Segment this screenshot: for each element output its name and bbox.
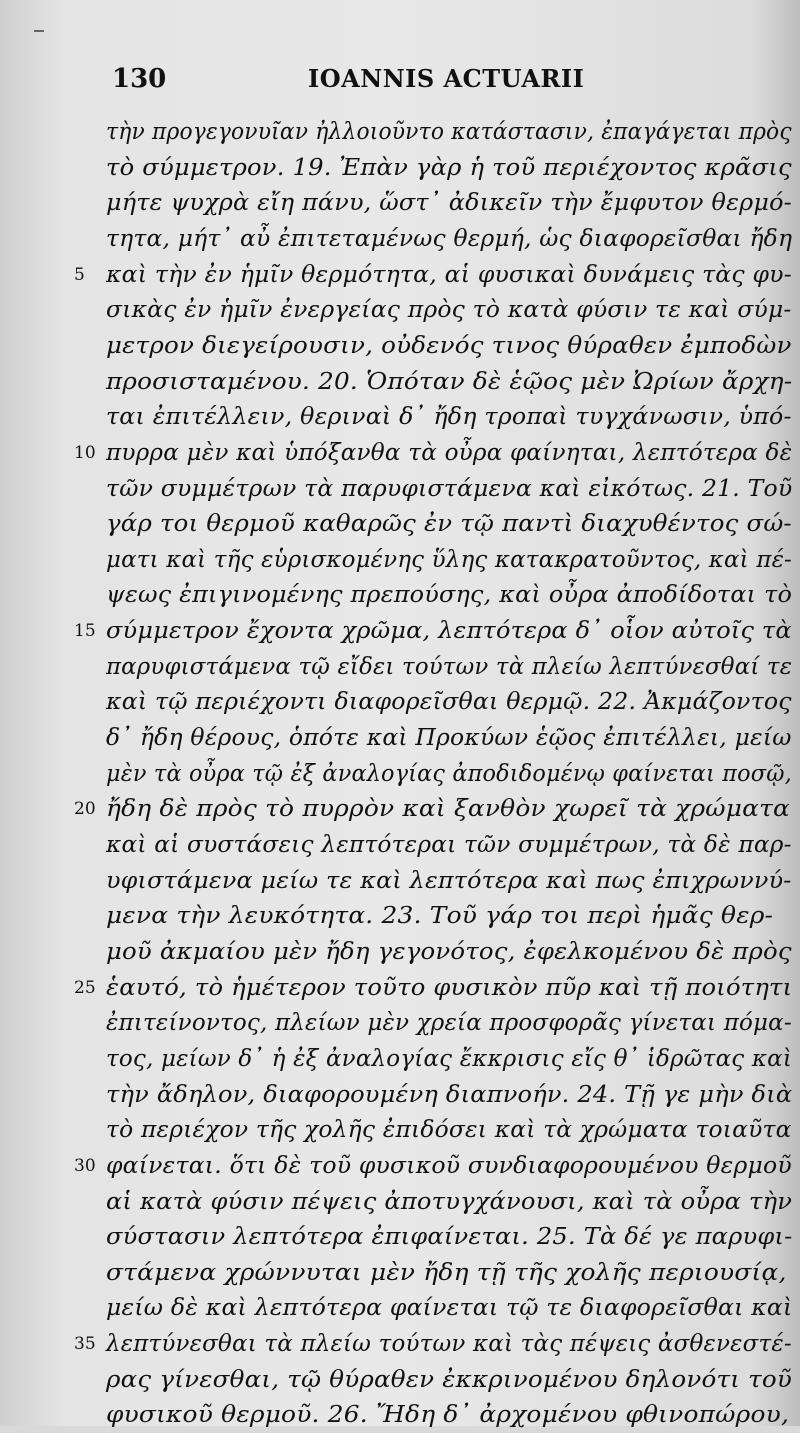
line-text: ἤδη δὲ πρὸς τὸ πυρρὸν καὶ ξανθὸν χωρεῖ τὰ χρώματα (106, 796, 791, 823)
text-line (106, 1005, 792, 1041)
line-text: γάρ τοι θερμοῦ καθαρῶς ἐν τῷ παντὶ διαχυθέντος σώ- (106, 511, 792, 538)
text-line (106, 1397, 792, 1433)
line-number: 5 (74, 264, 85, 285)
text-line (106, 1077, 792, 1113)
line-text: πυρρα μὲν καὶ ὑπόξανθα τὰ οὖρα φαίνηται, λεπτότερα δὲ (106, 439, 793, 466)
line-text: ἑαυτό, τὸ ἡμέτερον τοῦτο φυσικὸν πῦρ καὶ τῇ ποιότητι (106, 974, 793, 1001)
line-text: μείω δὲ καὶ λεπτότερα φαίνεται τῷ τε διαφορεῖσθαι καὶ (106, 1295, 793, 1322)
line-text: λεπτύνεσθαι τὰ πλείω τούτων καὶ τὰς πέψεις ἀσθενεστέ- (106, 1331, 792, 1358)
line-text: καὶ αἱ συστάσεις λεπτότεραι τῶν συμμέτρων, τὰ δὲ παρ- (106, 832, 792, 858)
text-line (106, 1255, 792, 1291)
line-text: μὲν τὰ οὖρα τῷ ἐξ ἀναλογίας ἀποδιδομένῳ φαίνεται ποσῷ, (106, 760, 792, 787)
line-text: παρυφιστάμενα τῷ εἴδει τούτων τὰ πλείω λεπτύνεσθαί τε (106, 653, 793, 680)
text-line (106, 684, 792, 720)
text-line (106, 506, 792, 542)
text-line (74, 257, 792, 293)
text-line (106, 292, 792, 328)
text-line (106, 1290, 792, 1326)
line-text: καὶ τὴν ἐν ἡμῖν θερμότητα, αἱ φυσικαὶ δυνάμεις τὰς φυ- (106, 261, 792, 288)
text-line (106, 1041, 792, 1077)
line-text: υφιστάμενα μείω τε καὶ λεπτότερα καὶ πως ἐπιχρωννύ- (106, 867, 792, 894)
line-text: μετρον διεγείρουσιν, οὐδενός τινος θύραθεν ἐμποδὼν (106, 332, 792, 359)
text-line (106, 328, 792, 364)
line-text: ματι καὶ τῆς εὑρισκομένης ὕλης κατακρατοῦντος, καὶ πέ- (106, 546, 792, 573)
line-text: δ᾽ ἤδη θέρους, ὁπότε καὶ Προκύων ἑῷος ἐπιτέλλει, μείω (106, 725, 792, 752)
text-line (106, 649, 792, 685)
text-line (106, 827, 792, 863)
running-head: IOANNIS ACTUARII (308, 64, 585, 93)
line-number: 15 (74, 621, 96, 642)
line-text: τος, μείων δ᾽ ἡ ἐξ ἀναλογίας ἔκκρισις εἴς θ᾽ ἱδρῶτας καὶ (106, 1045, 793, 1072)
line-number: 35 (74, 1334, 96, 1355)
text-line (106, 221, 792, 257)
text-line (106, 863, 792, 899)
text-line (106, 1219, 792, 1255)
line-text: τητα, μήτ᾽ αὖ ἐπιτεταμένως θερμή, ὡς διαφορεῖσθαι ἤδη (106, 225, 793, 252)
line-number: 25 (74, 977, 96, 998)
line-text: στάμενα χρώννυται μὲν ἤδη τῇ τῆς χολῆς περιουσίᾳ, (106, 1259, 787, 1286)
text-line (106, 577, 792, 613)
line-text: μοῦ ἀκμαίου μὲν ἤδη γεγονότος, ἐφελκομένου δὲ πρὸς (106, 938, 792, 965)
line-text: φυσικοῦ θερμοῦ. 26. Ἤδη δ᾽ ἀρχομένου φθινοπώρου, (106, 1402, 790, 1429)
line-number: 10 (74, 442, 96, 463)
text-line (106, 1112, 792, 1148)
text-line (106, 542, 792, 578)
text-line (106, 898, 792, 934)
text-line (106, 934, 792, 970)
line-text: καὶ τῷ περιέχοντι διαφορεῖσθαι θερμῷ. 22. Ἀκμάζοντος (106, 689, 792, 716)
text-line (106, 399, 792, 435)
line-text: φαίνεται. ὅτι δὲ τοῦ φυσικοῦ συνδιαφορουμένου θερμοῦ (106, 1152, 792, 1179)
line-number: 30 (74, 1155, 96, 1176)
text-line (74, 435, 793, 471)
line-text: αἱ κατὰ φύσιν πέψεις ἀποτυγχάνουσι, καὶ τὰ οὖρα τὴν (106, 1188, 793, 1215)
text-line (106, 756, 792, 792)
line-text: μενα τὴν λευκότητα. 23. Τοῦ γάρ τοι περὶ ἡμᾶς θερ- (106, 903, 774, 930)
line-text: τὸ περιέχον τῆς χολῆς ἐπιδόσει καὶ τὰ χρώματα τοιαῦτα (106, 1117, 792, 1144)
line-text: σύστασιν λεπτότερα ἐπιφαίνεται. 25. Τὰ δέ γε παρυφι- (106, 1224, 793, 1251)
line-text: ται ἐπιτέλλειν, θεριναὶ δ᾽ ἤδη τροπαὶ τυγχάνωσιν, ὑπό- (106, 404, 792, 431)
line-text: ἐπιτείνοντος, πλείων μὲν χρεία προσφορᾶς γίνεται πόμα- (106, 1010, 792, 1037)
text-line (74, 970, 793, 1006)
text-line (106, 185, 792, 221)
line-text: τῶν συμμέτρων τὰ παρυφιστάμενα καὶ εἰκότως. 21. Τοῦ (106, 475, 793, 502)
line-text: προσισταμένου. 20. Ὁπόταν δὲ ἑῷος μὲν Ὠρίων ἄρχη- (106, 368, 793, 395)
text-line (106, 1184, 792, 1220)
text-line (74, 791, 792, 827)
text-line (106, 1362, 792, 1398)
line-text: μήτε ψυχρὰ εἴη πάνυ, ὥστ᾽ ἀδικεῖν τὴν ἔμφυτον θερμό- (106, 190, 792, 217)
line-text: ρας γίνεσθαι, τῷ θύραθεν ἐκκρινομένου δηλονότι τοῦ (106, 1366, 793, 1393)
line-text: σικὰς ἐν ἡμῖν ἐνεργείας πρὸς τὸ κατὰ φύσιν τε καὶ σύμ- (106, 297, 792, 324)
text-line (106, 114, 792, 150)
text-line (106, 364, 792, 400)
text-line (106, 471, 792, 507)
line-text: σύμμετρον ἔχοντα χρῶμα, λεπτότερα δ᾽ οἷον αὐτοῖς τὰ (106, 618, 792, 645)
text-line (74, 1148, 792, 1184)
text-line (106, 720, 792, 756)
page-number: 130 (112, 64, 167, 94)
text-line (74, 613, 792, 649)
line-number: 20 (74, 799, 96, 820)
line-text: τὴν προγεγονυῖαν ἠλλοιοῦντο κατάστασιν, ἐπαγάγεται πρὸς (106, 119, 792, 145)
line-text: τὴν ἄδηλον, διαφορουμένη διαπνοήν. 24. Τῇ γε μὴν διὰ (106, 1081, 793, 1108)
line-text: ψεως ἐπιγινομένης πρεπούσης, καὶ οὖρα ἀποδίδοται τὸ (106, 582, 793, 609)
line-text: τὸ σύμμετρον. 19. Ἐπὰν γὰρ ἡ τοῦ περιέχοντος κρᾶσις (106, 154, 792, 181)
text-line (74, 1326, 792, 1362)
text-line (106, 150, 792, 186)
